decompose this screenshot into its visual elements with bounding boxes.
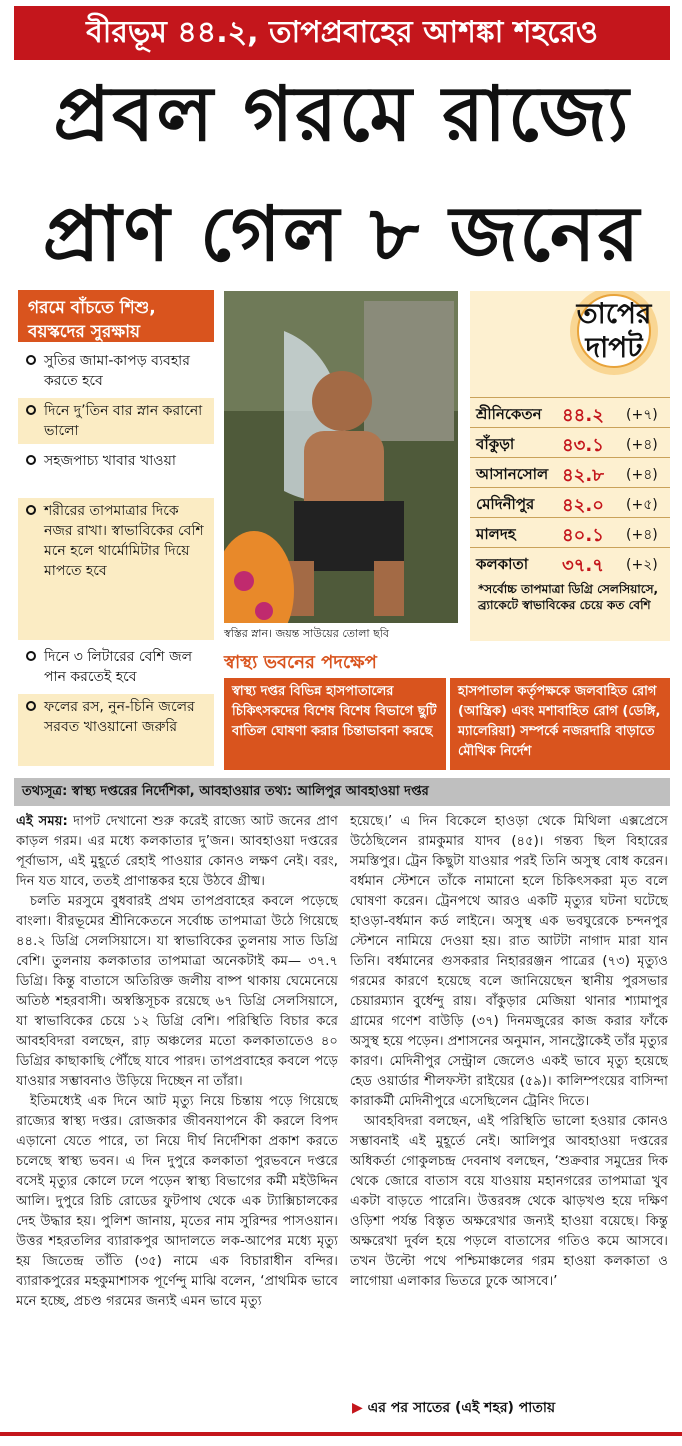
article-lead: এই সময়:: [16, 814, 68, 829]
temp-diff: (+৪): [626, 527, 658, 543]
heat-note: *সর্বোচ্চ তাপমাত্রা ডিগ্রি সেলসিয়াসে, ব্র্যাকেটে স্বাভাবিকের চেয়ে কত বেশি: [478, 582, 659, 612]
heat-title: তাপের দাপট: [576, 297, 652, 364]
health-measure-1: স্বাস্থ্য দপ্তর বিভিন্ন হাসপাতালের চিকিৎসকদের বিশেষ বিশেষ বিভাগে ছুটি বাতিল ঘোষণা করার চিন্তাভাবনা করছে: [224, 678, 446, 770]
article-column-2: [350, 812, 668, 1428]
tip-item: [18, 448, 214, 494]
tips-title: গরমে বাঁচতে শিশু, বয়স্কদের সুরক্ষায়: [18, 290, 214, 342]
article-paragraph: [16, 812, 338, 892]
circle-bullet-icon: [26, 651, 36, 661]
health-measure-2: হাসপাতাল কর্তৃপক্ষকে জলবাহিত রোগ (আন্ত্রিক) এবং মশাবাহিত রোগ (ডেঙ্গি, ম্যালেরিয়া) সম্পর্কে নজরদারি বাড়াতে মৌখিক নির্দেশ: [450, 678, 670, 770]
section-banner: বীরভূম ৪৪.২, তাপপ্রবাহের আশঙ্কা শহরেও: [14, 6, 670, 60]
tip-item: [18, 644, 214, 690]
circle-bullet-icon: [26, 701, 36, 711]
heat-row: [470, 517, 670, 547]
city-temp: ৪০.১: [562, 525, 604, 546]
heat-panel: [470, 291, 670, 641]
temp-diff: (+৭): [626, 407, 658, 423]
temp-diff: (+৪): [626, 437, 658, 453]
source-line: তথ্যসূত্র: স্বাস্থ্য দপ্তরের নির্দেশিকা, আবহাওয়ার তথ্য: আলিপুর আবহাওয়া দপ্তর: [14, 778, 670, 806]
temp-diff: (+৪): [626, 467, 658, 483]
circle-bullet-icon: [26, 505, 36, 515]
tips-panel: [18, 290, 214, 770]
city-name: আসানসোল: [476, 465, 549, 483]
article-paragraph: ইতিমধ্যেই এক দিনে আট মৃত্যু নিয়ে চিন্তায় পড়ে গিয়েছে রাজ্যের স্বাস্থ্য দপ্তর। রোজকার জীবনযাপনে কী করলে বিপদ এড়ানো যেতে পারে, তা নিয়ে দীর্ঘ নির্দেশিকা প্রকাশ করতে চলেছে স্বাস্থ্য ভবন। এ দিন দুপুরে কলকাতা পুরভবনে দপ্তরে বসেই মৃত্যুর কোলে ঢলে পড়েন স্বাস্থ্য বিভাগের কর্মী মইউদ্দিন আলি। দুপুরে রিচি রোডের ফুটপাথ থেকে এক ট্যাক্সিচালকের দেহ উদ্ধার হয়। পুলিশ জানায়, মৃতের নাম সুরিন্দর পাসওয়ান। উত্তর শহরতলির ব্যারাকপুর আদালতে লক-আপের মধ্যে মৃত্যু হয় জিতেন্দ্র তাঁতি (৩৫) নামে এক বিচারাধীন বন্দির। ব্যারাকপুরের মহকুমাশাসক পূর্ণেন্দু মাঝি বলেন, ‘প্রাথমিক ভাবে মনে হচ্ছে, প্রচণ্ড গরমের জন্যই এমন ভাবে মৃত্যু: [16, 1094, 338, 1309]
tip-text: শরীরের তাপমাত্রার দিকে নজর রাখা। স্বাভাবিকের বেশি মনে হলে থার্মোমিটার দিয়ে মাপতে হবে: [44, 503, 204, 579]
tip-item: [18, 498, 214, 640]
photo-boy-bathing: [224, 291, 458, 623]
heat-row: [470, 457, 670, 487]
headline-line-2: প্রাণ গেল ৮ জনের: [42, 189, 642, 278]
temp-diff: (+৫): [626, 497, 658, 513]
tip-item: [18, 348, 214, 394]
article-paragraph: চলতি মরসুমে বুধবারই প্রথম তাপপ্রবাহের কবলে পড়েছে বাংলা। বীরভূমের শ্রীনিকেতনে সর্বোচ্চ তাপমাত্রা উঠে গিয়েছে ৪৪.২ ডিগ্রি সেলসিয়াসে। যা স্বাভাবিকের তুলনায় সাত ডিগ্রি বেশি। তুলনায় কলকাতার তাপমাত্রা অনেকটাই কম— ৩৭.৭ ডিগ্রি। কিন্তু বাতাসে অতিরিক্ত জলীয় বাষ্প থাকায় ঘেমেনেয়ে অতিষ্ঠ শহরবাসী। অস্বস্তিসূচক রয়েছে ৬৭ ডিগ্রি সেলসিয়াসে, যা স্বাভাবিকের চেয়ে ১২ ডিগ্রি বেশি। পরিস্থিতি বিচার করে আবহবিদরা বলছেন, রাঢ় অঞ্চলের মতো কলকাতাতেও ৪০ ডিগ্রির কাছাকাছি পৌঁছে যাবে পারদ। তাপপ্রবাহের কবলে পড়ে যাওয়ার সম্ভাবনাও উড়িয়ে দিচ্ছেন না তাঁরা।: [16, 894, 338, 1089]
article-column-1: [16, 812, 338, 1428]
city-temp: ৩৭.৭: [562, 555, 604, 576]
heat-row: [470, 397, 670, 427]
headline-line-1: প্রবল গরমে রাজ্যে: [53, 69, 631, 158]
city-temp: ৪২.০: [562, 495, 604, 516]
tip-item: [18, 398, 214, 444]
city-name: মালদহ: [476, 525, 516, 543]
city-name: কলকাতা: [476, 555, 529, 573]
city-temp: ৪৪.২: [562, 405, 604, 426]
article-paragraph: হয়েছে।’ এ দিন বিকেলে হাওড়া থেকে মিথিলা এক্সপ্রেসে উঠেছিলেন রামকুমার যাদব (৪৫)। গন্তব্য ছিল বিহারের সমস্তিপুর। ট্রেন কিছুটা যাওয়ার পরই তিনি অসুস্থ বোধ করেন। বর্ধমান স্টেশনে তাঁকে নামানো হলে চিকিৎসকরা মৃত বলে ঘোষণা করেন। ট্রেনপথে আরও একটি মৃত্যুর ঘটনা ঘটেছে হাওড়া-বর্ধমান কর্ড লাইনে। অসুস্থ এক ভবঘুরেকে চন্দনপুর স্টেশনে নামিয়ে দেওয়া হয়। রাত আটটা নাগাদ মারা যান তিনি। বর্ধমানের গুসকরার নিহাররঞ্জন পাত্রের (৭৩) মৃত্যুও গরমের কারণে হয়েছে বলে জানিয়েছেন স্থানীয় পুরসভার চেয়ারম্যান বুর্ধেন্দু রায়। বাঁকুড়ার মেজিয়া থানার শ্যামাপুর গ্রামের গণেশ বাউড়ি (৩৭) দিনমজুরের কাজ করার ফাঁকে অসুস্থ হয়ে পড়েন। প্রশাসনের অনুমান, সানস্ট্রোকেই তাঁর মৃত্যুর কারণ। মেদিনীপুর সেন্ট্রাল জেলেও একই ভাবে মৃত্যু হয়েছে হেড ওয়ার্ডার শীলফস্টা রাইয়ের (৫৯)। কালিম্পংয়ের বাসিন্দা কারাকর্মী মেদিনীপুরে এসেছিলেন ট্রেনিং দিতে।: [350, 814, 668, 1109]
city-name: বাঁকুড়া: [476, 435, 515, 453]
photo-caption: স্বস্তির স্নান। জয়ন্ত সাউয়ের তোলা ছবি: [224, 627, 390, 640]
tip-text: ফলের রস, নুন-চিনি জলের সরবত খাওয়ানো জরুরি: [44, 699, 195, 735]
city-temp: ৪৩.১: [562, 435, 604, 456]
city-temp: ৪২.৮: [562, 465, 604, 486]
city-name: মেদিনীপুর: [476, 495, 535, 513]
circle-bullet-icon: [26, 405, 36, 415]
circle-bullet-icon: [26, 455, 36, 465]
heat-row: [470, 547, 670, 577]
heat-row: [470, 487, 670, 517]
continued-text: এর পর সাতের (এই শহর) পাতায়: [367, 1400, 556, 1416]
heat-row: [470, 427, 670, 457]
health-section-title: স্বাস্থ্য ভবনের পদক্ষেপ: [224, 652, 377, 673]
play-arrow-icon: ▶: [352, 1400, 363, 1416]
bottom-rule: [0, 1432, 682, 1436]
city-name: শ্রীনিকেতন: [476, 405, 542, 423]
tip-item: [18, 694, 214, 766]
tip-text: দিনে ৩ লিটারের বেশি জল পান করতেই হবে: [44, 649, 193, 685]
tip-text: দিনে দু’তিন বার স্নান করানো ভালো: [44, 403, 203, 439]
article-text: দাপট দেখানো শুরু করেই রাজ্যে আট জনের প্রাণ কাড়ল গরম। এর মধ্যে কলকাতার দু’জন। আবহাওয়া দপ্তরের পূর্বাভাস, এই মুহূর্তে রেহাই পাওয়ার কোনও লক্ষণ নেই। বরং, দিন যত যাবে, ততই প্রাণান্তকর হয়ে উঠবে গ্রীষ্ম।: [16, 814, 338, 889]
continued-note: [352, 1396, 555, 1420]
temp-diff: (+২): [626, 557, 658, 573]
article-paragraph: আবহবিদরা বলছেন, এই পরিস্থিতি ভালো হওয়ার কোনও সম্ভাবনাই এই মুহূর্তে নেই। আলিপুর আবহাওয়া দপ্তরের অধিকর্তা গোকুলচন্দ্র দেবনাথ বলছেন, ‘শুক্রবার সমুদ্রের দিক থেকে জোরে বাতাস বয়ে যাওয়ায় মহানগরের তাপমাত্রা খুব একটা বাড়তে পারেনি। উত্তরবঙ্গ থেকে ঝাড়খণ্ড হয়ে দক্ষিণ ওড়িশা পর্যন্ত বিস্তৃত অক্ষরেখার জন্যই হাওয়া বয়েছে। কিন্তু অক্ষরেখা দুর্বল হয়ে পড়লে বাতাসের গতিও কমে আসবে। তখন উল্টো পথে পশ্চিমাঞ্চলের গরম হাওয়া কলকাতা ও লাগোয়া এলাকার ভিতরে ঢুকে আসবে।’: [350, 1114, 668, 1289]
circle-bullet-icon: [26, 355, 36, 365]
tip-text: সুতির জামা-কাপড় ব্যবহার করতে হবে: [44, 353, 190, 389]
tip-text: সহজপাচ্য খাবার খাওয়া: [44, 453, 176, 469]
